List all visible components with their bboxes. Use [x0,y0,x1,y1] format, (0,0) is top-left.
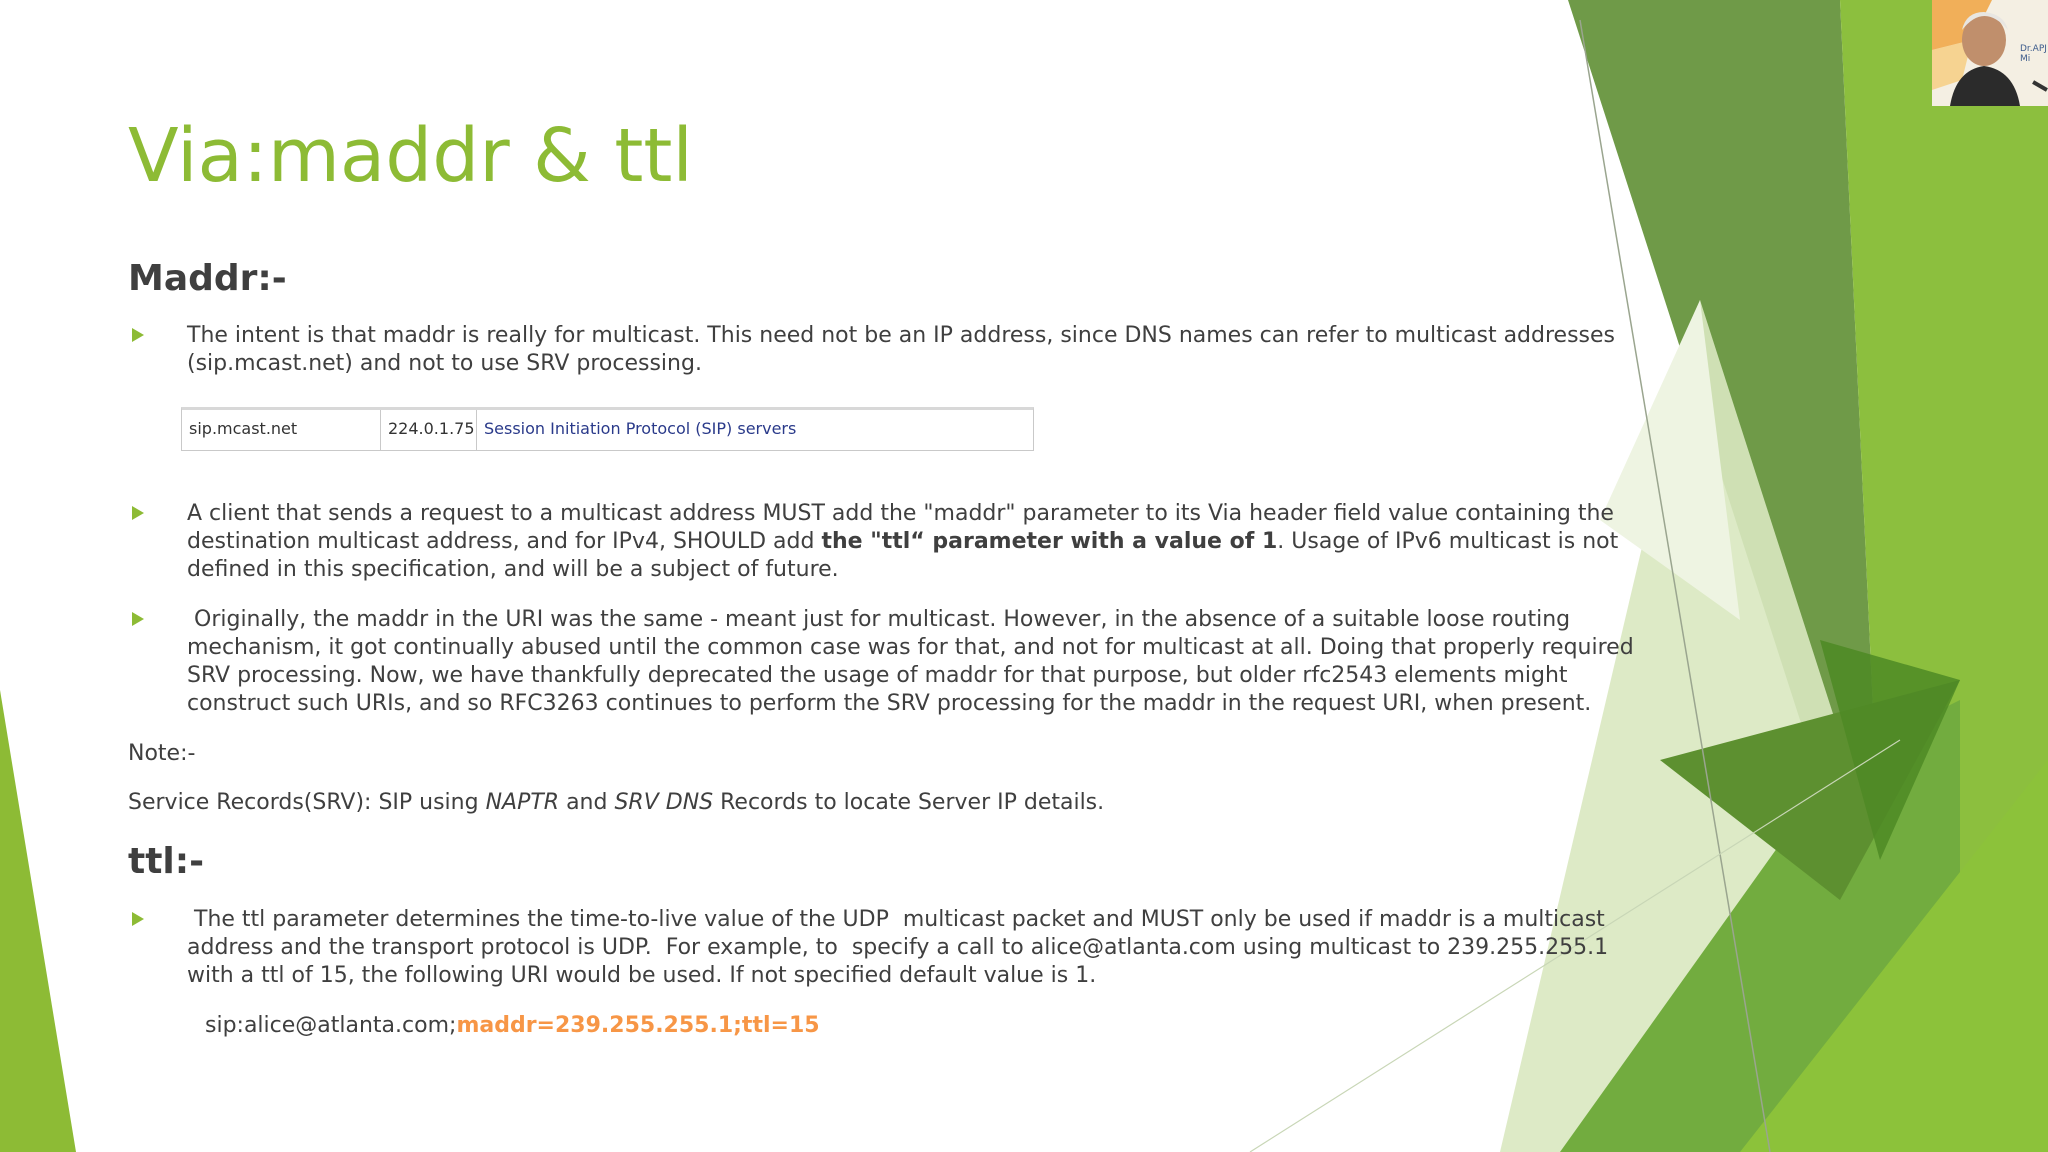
bullet-text: A client that sends a request to a multicast address MUST add the "maddr" parameter to its Via header field value containing the destination multicast address, and for IPv4, SHOULD add the "ttl“ parameter with a value of 1. Usage of IPv6 multicast is not defined in this specification, and will be a subject of future. [187,501,1619,582]
speaker-photo [1932,0,2048,106]
dns-description-cell: Session Initiation Protocol (SIP) servers [484,419,797,438]
slide-title: Via:maddr & ttl [128,113,693,199]
dns-address-cell: 224.0.1.75 [381,410,477,450]
ttl-bullet-1 [128,906,1658,990]
bullet-arrow-icon [132,912,144,926]
srv-note: Service Records(SRV): SIP using NAPTR and SRV DNS Records to locate Server IP details. [128,790,1105,815]
maddr-bullet-2 [128,500,1658,584]
maddr-bullet-3 [128,606,1658,718]
uri-params-highlight: maddr=239.255.255.1;ttl=15 [456,1013,820,1038]
ttl-heading: ttl:- [128,841,205,882]
bullet-arrow-icon [132,506,144,520]
ttl-emphasis: the "ttl“ parameter with a value of 1 [821,529,1278,554]
bullet-text: The intent is that maddr is really for multicast. This need not be an IP address, since DNS names can refer to multicast addresses (sip.mcast.net) and not to use SRV processing. [187,323,1615,376]
photo-caption: Dr.APJ Mi [2020,44,2047,64]
bullet-arrow-icon [132,328,144,342]
bullet-text: The ttl parameter determines the time-to-live value of the UDP multicast packet and MUST only be used if maddr is a multicast address and the transport protocol is UDP. For example, to specify a call to alice@atlanta.com using multicast to 239.255.255.1 with a ttl of 15, the following URI would be used. If not specified default value is 1. [187,907,1619,988]
bullet-text: Originally, the maddr in the URI was the same - meant just for multicast. However, in the absence of a suitable loose routing mechanism, it got continually abused until the common case was for that, and not for multicast at all. Doing that properly required SRV processing. Now, we have thankfully deprecated the usage of maddr for that purpose, but older rfc2543 elements might construct such URIs, and so RFC3263 continues to perform the SRV processing for the maddr in the request URI, when present. [187,607,1641,716]
maddr-heading: Maddr:- [128,258,287,299]
dns-record-table [181,407,1034,451]
dns-name-cell: sip.mcast.net [182,410,381,450]
bullet-arrow-icon [132,612,144,626]
sip-uri-example: sip:alice@atlanta.com;maddr=239.255.255.1;ttl=15 [205,1013,820,1038]
note-label: Note:- [128,741,196,766]
maddr-bullet-1 [128,322,1658,378]
